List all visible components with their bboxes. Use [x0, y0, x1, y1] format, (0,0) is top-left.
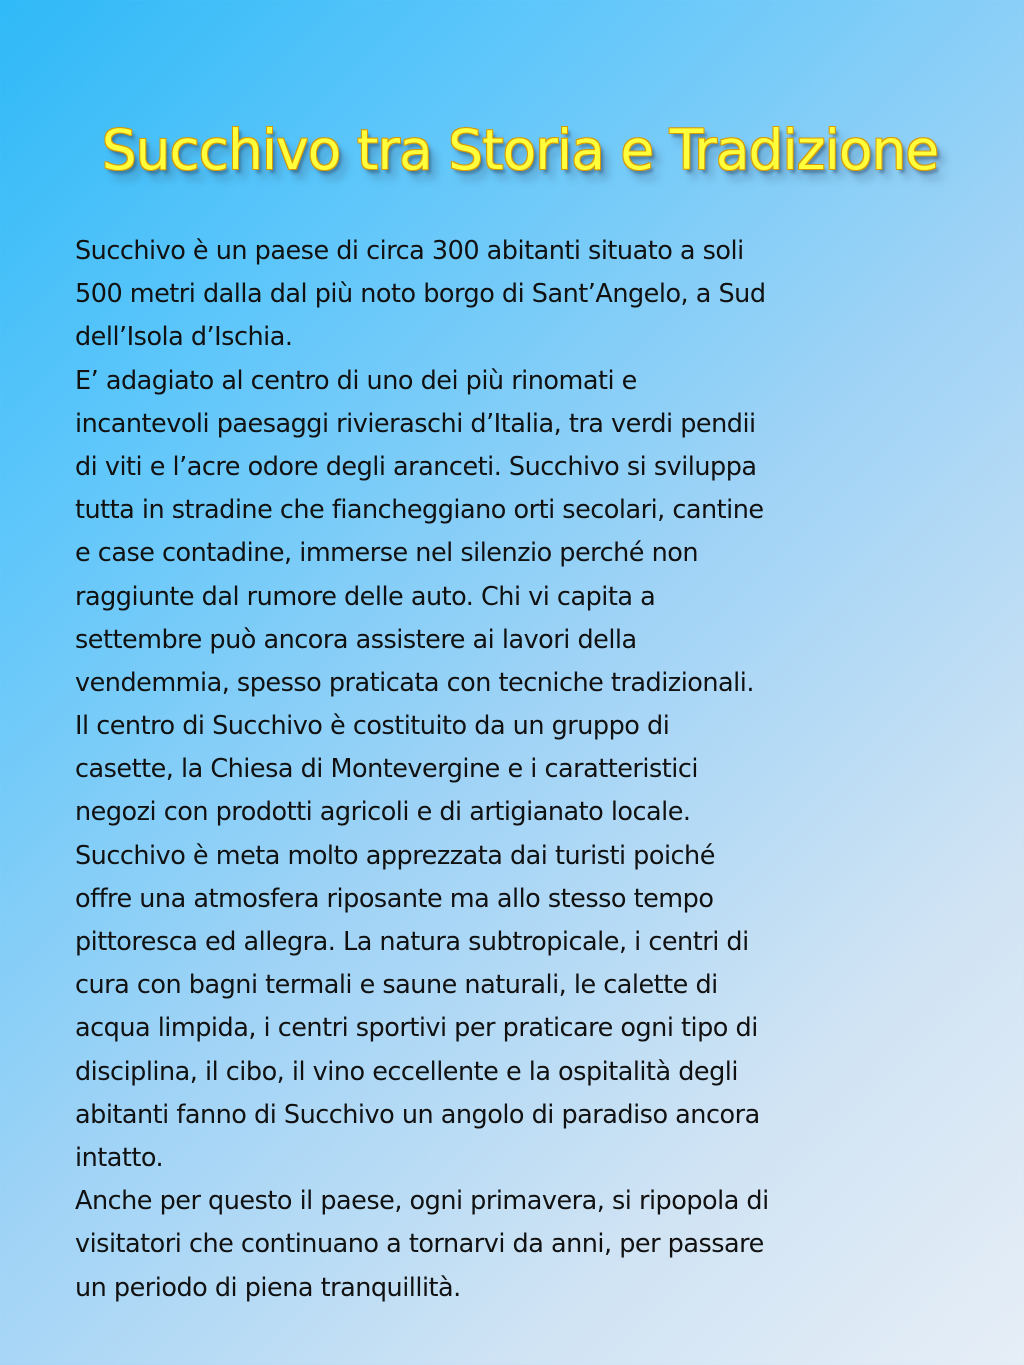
- text-line: dell’Isola d’Ischia.: [75, 322, 293, 353]
- text-line: Succhivo è meta molto apprezzata dai turisti poiché: [75, 840, 715, 871]
- slide-title: Succhivo tra Storia e Tradizione: [101, 118, 939, 182]
- text-line: abitanti fanno di Succhivo un angolo di paradiso ancora: [75, 1099, 760, 1130]
- text-line: acqua limpida, i centri sportivi per praticare ogni tipo di: [75, 1013, 758, 1044]
- text-line: vendemmia, spesso praticata con tecniche tradizionali.: [75, 667, 754, 698]
- text-line: visitatori che continuano a tornarvi da anni, per passare: [75, 1229, 764, 1260]
- text-line: un periodo di piena tranquillità.: [75, 1272, 461, 1303]
- text-line: di viti e l’acre odore degli aranceti. Succhivo si sviluppa: [75, 451, 757, 482]
- text-line: e case contadine, immerse nel silenzio perché non: [75, 538, 698, 569]
- text-line: settembre può ancora assistere ai lavori della: [75, 624, 637, 655]
- text-line: tutta in stradine che fiancheggiano orti secolari, cantine: [75, 495, 764, 526]
- text-line: intatto.: [75, 1142, 164, 1173]
- text-line: Il centro di Succhivo è costituito da un gruppo di: [75, 711, 670, 742]
- text-line: pittoresca ed allegra. La natura subtropicale, i centri di: [75, 927, 749, 957]
- text-line: negozi con prodotti agricoli e di artigianato locale.: [75, 797, 691, 828]
- text-line: Anche per questo il paese, ogni primavera, si ripopola di: [75, 1186, 769, 1217]
- text-line: raggiunte dal rumore delle auto. Chi vi capita a: [75, 581, 656, 612]
- body-text: [75, 230, 905, 1310]
- text-line: incantevoli paesaggi rivieraschi d’Italia, tra verdi pendii: [75, 408, 756, 439]
- text-line: casette, la Chiesa di Montevergine e i caratteristici: [75, 754, 698, 785]
- text-line: cura con bagni termali e saune naturali, le calette di: [75, 970, 718, 1001]
- text-line: E’ adagiato al centro di uno dei più rinomati e: [75, 365, 637, 396]
- text-line: 500 metri dalla dal più noto borgo di Sant’Angelo, a Sud: [75, 279, 766, 310]
- text-line: Succhivo è un paese di circa 300 abitanti situato a soli: [75, 236, 744, 266]
- text-line: disciplina, il cibo, il vino eccellente e la ospitalità degli: [75, 1056, 738, 1087]
- text-line: offre una atmosfera riposante ma allo stesso tempo: [75, 883, 714, 914]
